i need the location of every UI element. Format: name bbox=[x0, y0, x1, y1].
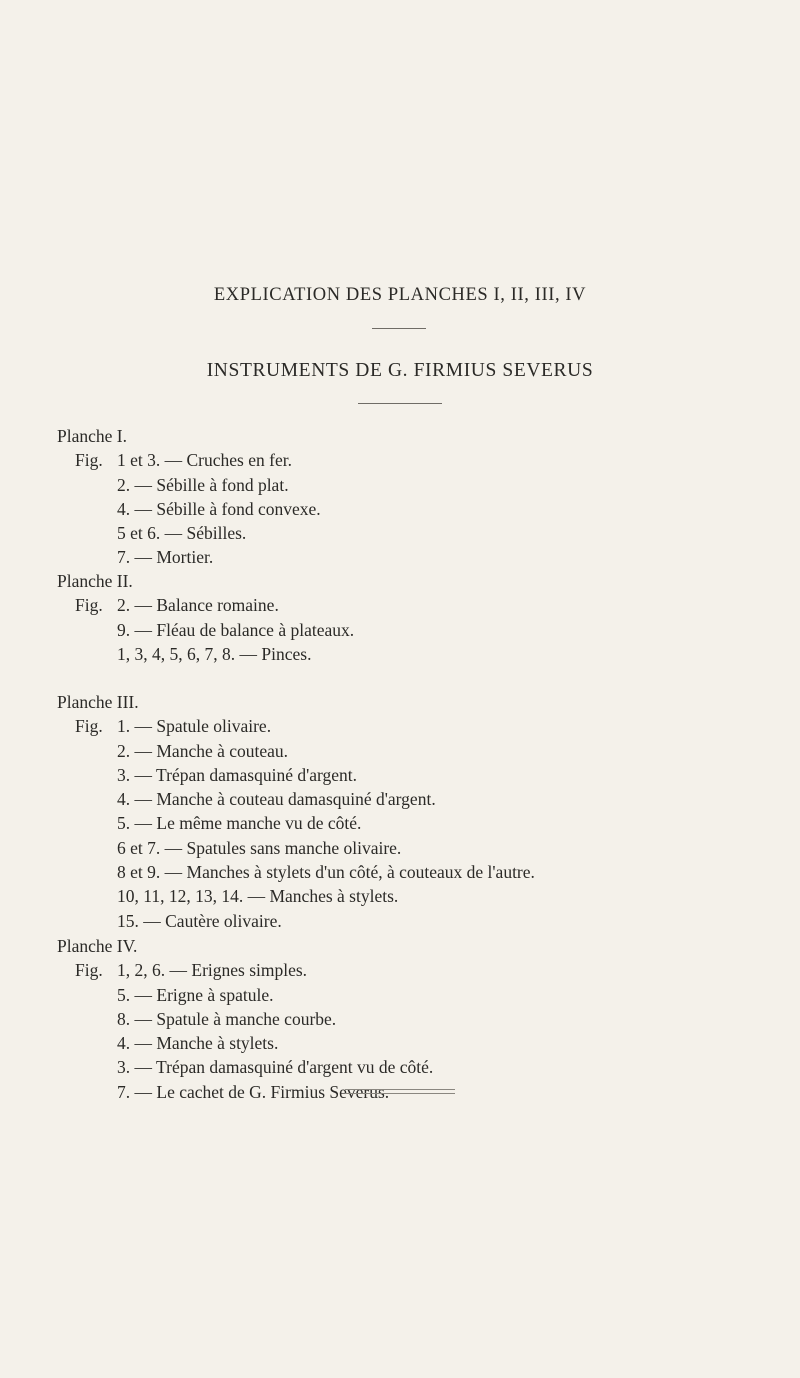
fig-label: Fig. bbox=[75, 716, 103, 737]
figure-entry: 3. — Trépan damasquiné d'argent. bbox=[117, 764, 358, 785]
figure-entry: 7. — Mortier. bbox=[117, 547, 214, 568]
figure-entry: 8. — Spatule à manche courbe. bbox=[117, 1008, 337, 1029]
page-title: EXPLICATION DES PLANCHES I, II, III, IV bbox=[213, 285, 587, 305]
planche-title: Planche IV. bbox=[57, 936, 138, 956]
figure-entry: 4. — Sébille à fond convexe. bbox=[117, 498, 321, 519]
planche-title: Planche III. bbox=[57, 692, 139, 712]
figure-entry: 2. — Balance romaine. bbox=[117, 595, 279, 616]
end-divider-bottom bbox=[345, 1093, 455, 1094]
figure-entry: 15. — Cautère olivaire. bbox=[117, 910, 282, 931]
figure-entry: 4. — Manche à couteau damasquiné d'argent. bbox=[117, 789, 436, 810]
figure-entry: 7. — Le cachet de G. Firmius Severus. bbox=[117, 1081, 390, 1102]
planche-section-1 bbox=[0, 424, 800, 570]
figure-entry: 5. — Le même manche vu de côté. bbox=[117, 813, 362, 834]
figure-entry: 10, 11, 12, 13, 14. — Manches à stylets. bbox=[117, 886, 399, 907]
page-subtitle: INSTRUMENTS DE G. FIRMIUS SEVERUS bbox=[206, 360, 594, 381]
figure-entry: 6 et 7. — Spatules sans manche olivaire. bbox=[117, 837, 402, 858]
planche-section-4 bbox=[0, 934, 800, 1104]
figure-entry: 4. — Manche à stylets. bbox=[117, 1033, 279, 1054]
figure-entry: 8 et 9. — Manches à stylets d'un côté, à couteaux de l'autre. bbox=[117, 862, 535, 883]
figure-entry: 1, 3, 4, 5, 6, 7, 8. — Pinces. bbox=[117, 643, 312, 664]
figure-entry: 1 et 3. — Cruches en fer. bbox=[117, 450, 292, 471]
subtitle-divider bbox=[358, 403, 442, 404]
figure-entry: 2. — Sébille à fond plat. bbox=[117, 474, 289, 495]
figure-entry: 9. — Fléau de balance à plateaux. bbox=[117, 619, 355, 640]
title-divider bbox=[372, 328, 426, 329]
fig-label: Fig. bbox=[75, 595, 103, 616]
end-divider-top bbox=[345, 1089, 455, 1090]
planche-section-3 bbox=[0, 690, 800, 933]
figure-entry: 2. — Manche à couteau. bbox=[117, 740, 289, 761]
fig-label: Fig. bbox=[75, 960, 103, 981]
figure-entry: 3. — Trépan damasquiné d'argent vu de côté. bbox=[117, 1057, 434, 1078]
planche-section-2 bbox=[0, 569, 800, 666]
figure-entry: 1, 2, 6. — Erignes simples. bbox=[117, 960, 308, 981]
fig-label: Fig. bbox=[75, 450, 103, 471]
figure-entry: 5 et 6. — Sébilles. bbox=[117, 523, 247, 544]
planche-title: Planche I. bbox=[57, 426, 127, 446]
planche-title: Planche II. bbox=[57, 571, 133, 591]
figure-entry: 5. — Erigne à spatule. bbox=[117, 984, 274, 1005]
figure-entry: 1. — Spatule olivaire. bbox=[117, 716, 272, 737]
